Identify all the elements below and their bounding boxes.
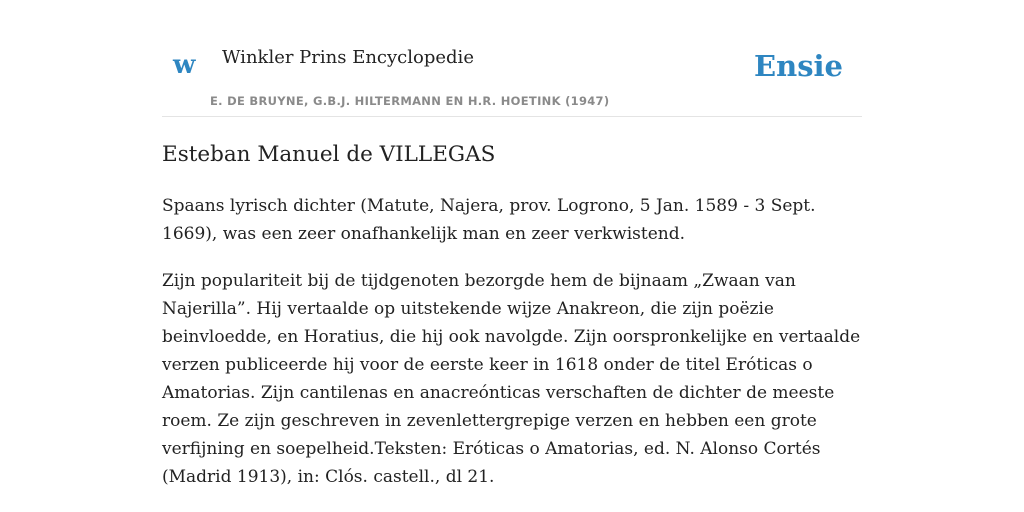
article	[162, 140, 862, 510]
ensie-brand-link[interactable]: Ensie	[754, 49, 843, 83]
article-paragraph: Zijn populariteit bij de tijdgenoten bezorgde hem de bijnaam „Zwaan van Najerilla”. Hij vertaalde op uitstekende wijze Anakreon, die zijn poëzie beinvloedde, en Horatius, die hij ook navolgde. Zijn oorspronkelijke en vertaalde verzen publiceerde hij voor de eerste keer in 1618 onder de titel Eróticas o Amatorias. Zijn cantilenas en anacreónticas verschaften de dichter de meeste roem. Ze zijn geschreven in zevenlettergrepige verzen en hebben een grote verfijning en soepelheid.Teksten: Eróticas o Amatorias, ed. N. Alonso Cortés (Madrid 1913), in: Clós. castell., dl 21.	[162, 271, 861, 487]
site-title[interactable]: Winkler Prins Encyclopedie	[222, 47, 474, 68]
article-title: Esteban Manuel de VILLEGAS	[162, 142, 496, 167]
site-header	[162, 40, 862, 117]
article-paragraph: Spaans lyrisch dichter (Matute, Najera, prov. Logrono, 5 Jan. 1589 - 3 Sept. 1669), was een zeer onafhankelijk man en zeer verkwistend.	[162, 196, 816, 244]
site-subtitle: E. DE BRUYNE, G.B.J. HILTERMANN EN H.R. HOETINK (1947)	[210, 94, 610, 108]
winkler-prins-logo[interactable]: w	[173, 50, 196, 80]
